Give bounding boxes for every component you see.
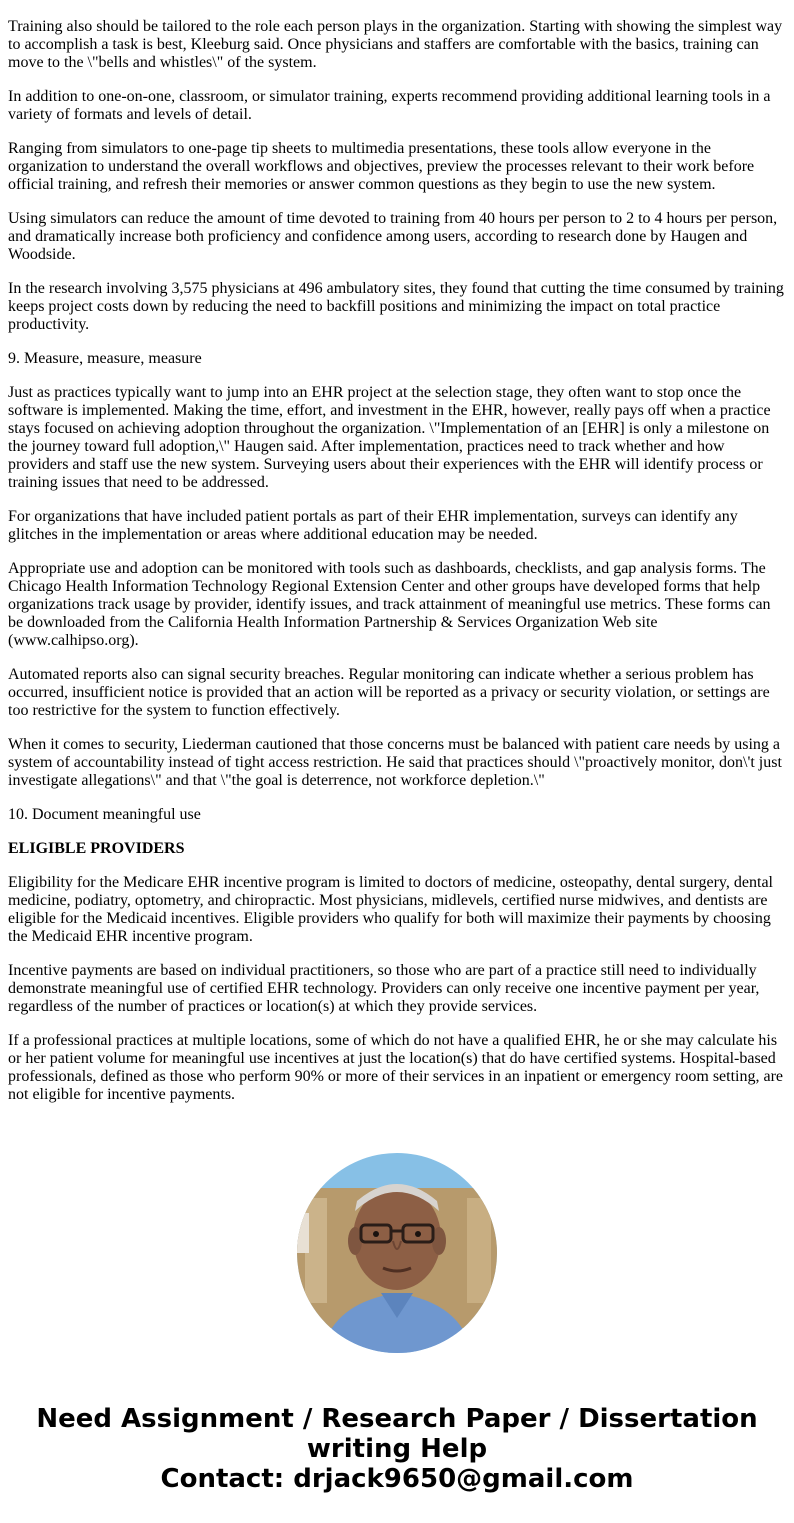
promo-line-1: Need Assignment / Research Paper / Dissertation [36, 1404, 758, 1434]
paragraph-training-role: Training also should be tailored to the role each person plays in the organization. Starting with showing the simplest way to accomplish a task is best, Kleeburg said. Once physicians and staffers are comfortable with the basics, training can move to the \"bells and whistles\" of the system. [8, 18, 783, 71]
author-avatar-photo [297, 1153, 497, 1353]
heading-document-meaningful-use: 10. Document meaningful use [8, 806, 201, 823]
paragraph-eligibility: Eligibility for the Medicare EHR incentive program is limited to doctors of medicine, osteopathy, dental surgery, dental medicine, podiatry, optometry, and chiropractic. Most physicians, midlevels, certified nurse midwives, and dentists are eligible for the Medicaid incentives. Eligible providers who qualify for both will maximize their payments by choosing the Medicaid EHR incentive program. [8, 874, 773, 945]
paragraph-monitoring-tools: Appropriate use and adoption can be monitored with tools such as dashboards, checklists, and gap analysis forms. The Chicago Health Information Technology Regional Extension Center and other groups have developed forms that help organizations track usage by provider, identify issues, and track attainment of meaningful use metrics. These forms can be downloaded from the California Health Information Partnership & Services Organization Web site (www.calhipso.org). [8, 560, 771, 649]
paragraph-adoption: Just as practices typically want to jump into an EHR project at the selection stage, they often want to stop once the software is implemented. Making the time, effort, and investment in the EHR, however, really pays off when a practice stays focused on achieving adoption throughout the organization. \"Implementation of an [EHR] is only a milestone on the journey toward full adoption,\" Haugen said. After implementation, practices need to track whether and how providers and staff use the new system. Surveying users about their experiences with the EHR will identify process or training issues that need to be addressed. [8, 384, 771, 491]
paragraph-simulator-time: Using simulators can reduce the amount of time devoted to training from 40 hours per person to 2 to 4 hours per person, and dramatically increase both proficiency and confidence among users, according to research done by Haugen and Woodside. [8, 210, 778, 263]
promo-contact-email[interactable]: Contact: drjack9650@gmail.com [160, 1464, 634, 1494]
heading-measure: 9. Measure, measure, measure [8, 350, 202, 367]
section-heading-eligible-providers: ELIGIBLE PROVIDERS [8, 840, 185, 857]
paragraph-incentive-payments: Incentive payments are based on individual practitioners, so those who are part of a practice still need to individually demonstrate meaningful use of certified EHR technology. Providers can only receive one incentive payment per year, regardless of the number of practices or location(s) at which they provide services. [8, 962, 760, 1015]
intro-tail [8, 0, 786, 2]
paragraph-research: In the research involving 3,575 physicians at 496 ambulatory sites, they found that cutting the time consumed by training keeps project costs down by reducing the need to backfill positions and minimizing the impact on total practice productivity. [8, 280, 784, 333]
paragraph-simulators-tips: Ranging from simulators to one-page tip sheets to multimedia presentations, these tools allow everyone in the organization to understand the overall workflows and objectives, preview the processes relevant to their work before official training, and refresh their memories or answer common questions as they begin to use the new system. [8, 140, 755, 193]
promo-line-2: writing Help [306, 1434, 488, 1464]
paragraph-multiple-locations: If a professional practices at multiple locations, some of which do not have a qualified EHR, he or she may calculate his or her patient volume for meaningful use incentives at just the location(s) that do have certified systems. Hospital-based professionals, defined as those who perform 90% or more of their services in an inpatient or emergency room setting, are not eligible for incentive payments. [8, 1032, 784, 1103]
contact-promo [0, 1404, 794, 1494]
article-body [8, 0, 786, 1120]
person-photo-avatar-icon [297, 1153, 497, 1353]
paragraph-patient-portals: For organizations that have included patient portals as part of their EHR implementation, surveys can identify any glitches in the implementation or areas where additional education may be needed. [8, 508, 738, 543]
paragraph-security-breaches: Automated reports also can signal security breaches. Regular monitoring can indicate whether a serious problem has occurred, insufficient notice is provided that an action will be reported as a privacy or security violation, or settings are too restrictive for the system to function effectively. [8, 666, 770, 719]
paragraph-learning-tools: In addition to one-on-one, classroom, or simulator training, experts recommend providing additional learning tools in a variety of formats and levels of detail. [8, 88, 771, 123]
paragraph-accountability: When it comes to security, Liederman cautioned that those concerns must be balanced with patient care needs by using a system of accountability instead of tight access restriction. He said that practices should \"proactively monitor, don\'t just investigate allegations\" and that \"the goal is deterrence, not workforce depletion.\" [8, 736, 782, 789]
